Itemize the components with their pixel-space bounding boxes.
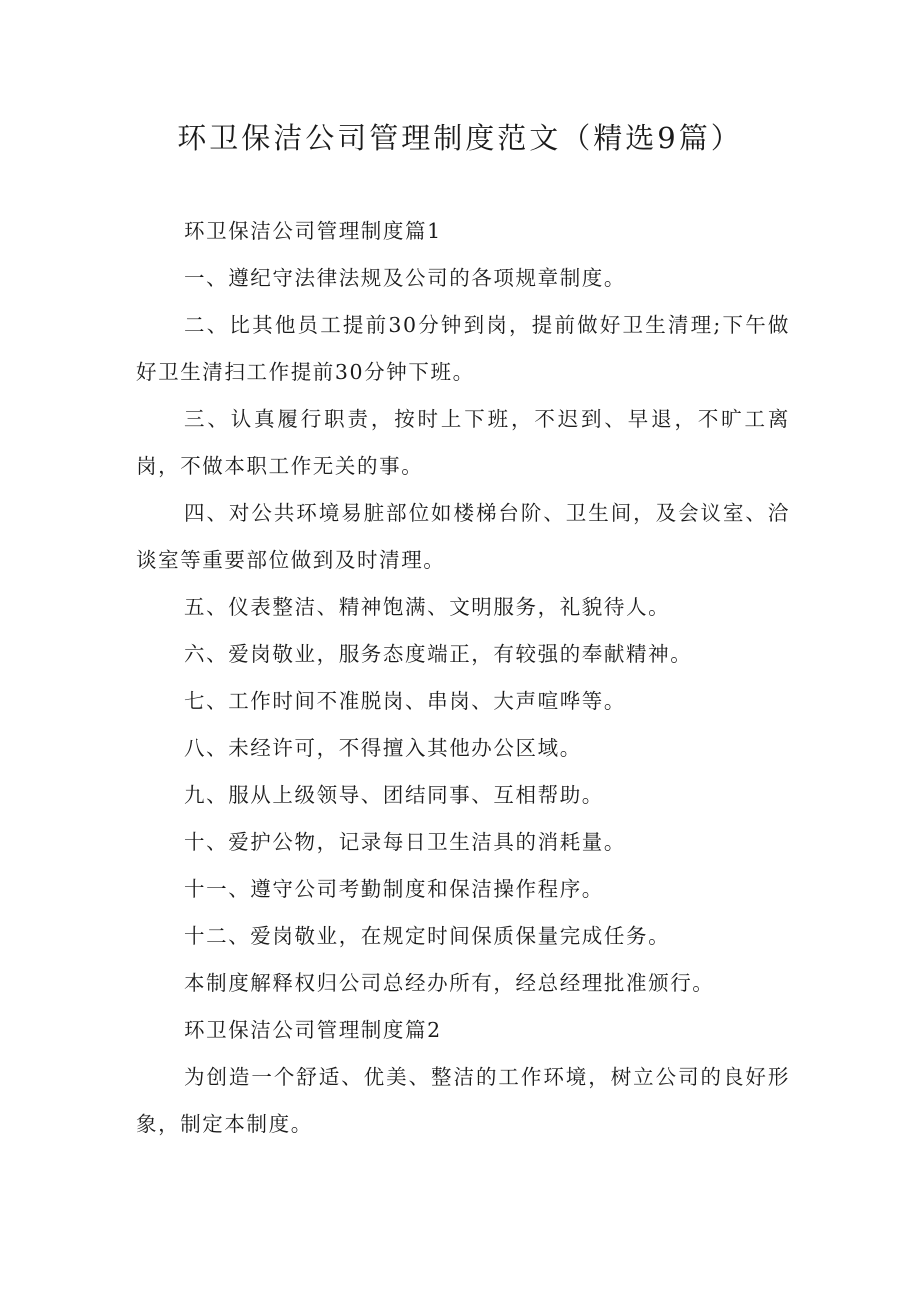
paragraph: 十、爱护公物，记录每日卫生洁具的消耗量。 bbox=[184, 830, 626, 854]
paragraph: 八、未经许可，不得擅入其他办公区域。 bbox=[184, 736, 582, 760]
paragraph: 四、对公共环境易脏部位如楼梯台阶、卫生间，及会议室、洽谈室等重要部位做到及时清理。 bbox=[136, 501, 790, 572]
document-title: 环卫保洁公司管理制度范文（精选9篇） bbox=[177, 121, 743, 155]
paragraph: 五、仪表整洁、精神饱满、文明服务，礼貌待人。 bbox=[184, 595, 671, 619]
paragraph: 为创造一个舒适、优美、整洁的工作环境，树立公司的良好形象，制定本制度。 bbox=[136, 1065, 790, 1136]
paragraph: 二、比其他员工提前30分钟到岗，提前做好卫生清理;下午做好卫生清扫工作提前30分钟下班。 bbox=[136, 313, 790, 384]
paragraph: 一、遵纪守法律法规及公司的各项规章制度。 bbox=[184, 266, 626, 290]
paragraph: 十一、遵守公司考勤制度和保洁操作程序。 bbox=[184, 877, 604, 901]
paragraph: 本制度解释权归公司总经办所有，经总经理批准颁行。 bbox=[184, 971, 715, 995]
paragraph: 三、认真履行职责，按时上下班，不迟到、早退，不旷工离岗，不做本职工作无关的事。 bbox=[136, 407, 790, 478]
paragraph: 七、工作时间不准脱岗、串岗、大声喧哗等。 bbox=[184, 689, 626, 713]
paragraph: 十二、爱岗敬业，在规定时间保质保量完成任务。 bbox=[184, 924, 671, 948]
paragraph: 六、爱岗敬业，服务态度端正，有较强的奉献精神。 bbox=[184, 642, 693, 666]
section-heading-1: 环卫保洁公司管理制度篇1 bbox=[184, 219, 442, 243]
document-body bbox=[136, 208, 790, 1148]
section-heading-2: 环卫保洁公司管理制度篇2 bbox=[184, 1018, 442, 1042]
paragraph: 九、服从上级领导、团结同事、互相帮助。 bbox=[184, 783, 604, 807]
